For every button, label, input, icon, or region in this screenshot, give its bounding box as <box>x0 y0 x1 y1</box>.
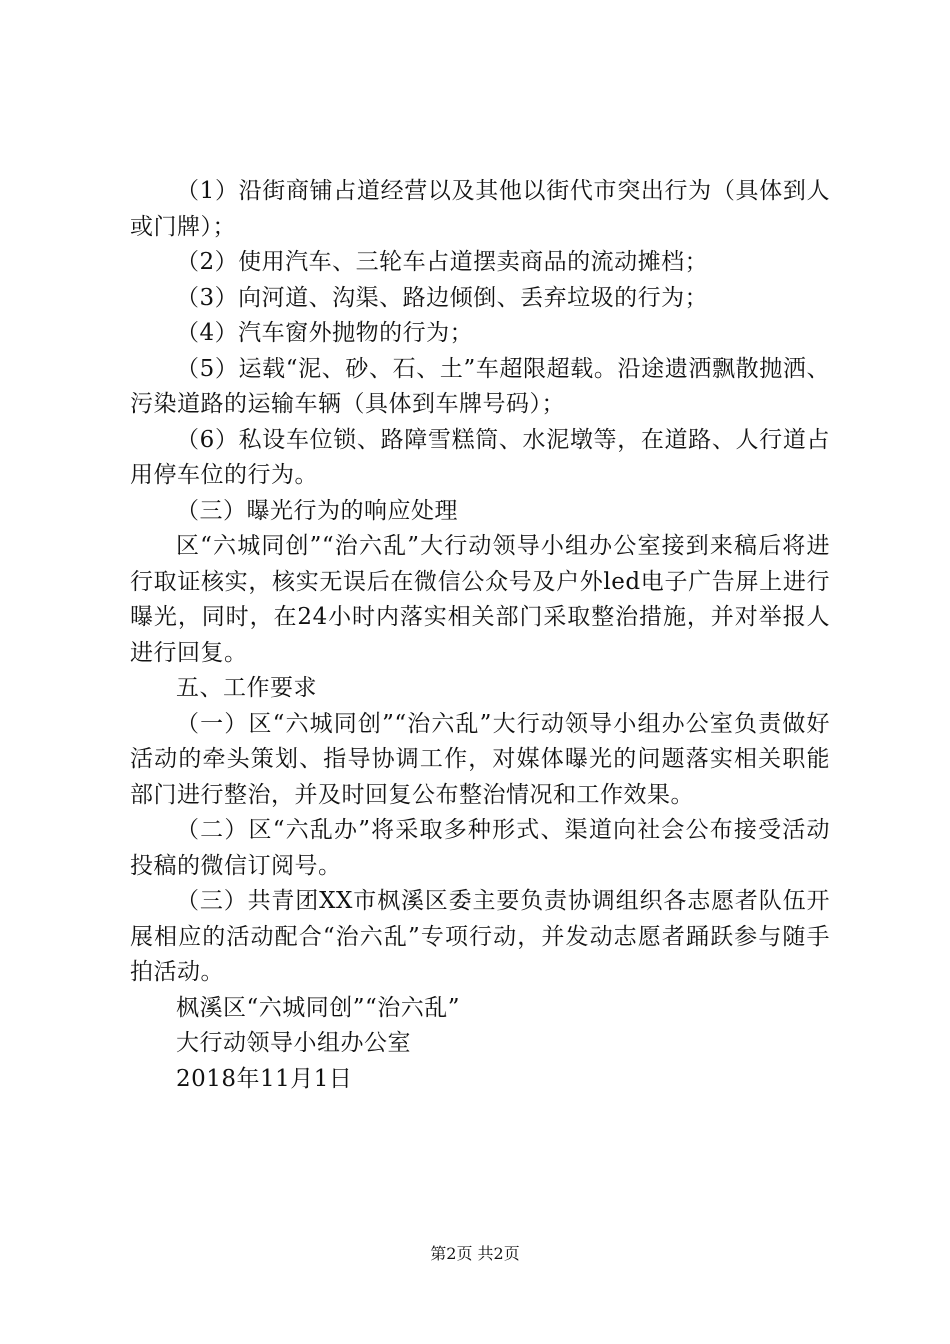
document-body <box>130 174 830 1097</box>
section-heading-exposure-response: （三）曝光行为的响应处理 <box>176 497 458 524</box>
paragraph-item-2: （2）使用汽车、三轮车占道摆卖商品的流动摊档； <box>176 249 709 275</box>
page-number-footer: 第2页 共2页 <box>430 1244 520 1263</box>
paragraph-item-4: （4）汽车窗外抛物的行为； <box>176 320 474 346</box>
paragraph-requirement-2: （二）区“六乱办”将采取多种形式、渠道向社会公布接受活动投稿的微信订阅号。 <box>130 817 830 879</box>
signature-line-2: 大行动领导小组办公室 <box>176 1030 411 1056</box>
paragraph-item-6: （6）私设车位锁、路障雪糕筒、水泥墩等，在道路、人行道占用停车位的行为。 <box>130 426 830 488</box>
paragraph-requirement-3: （三）共青团XX市枫溪区委主要负责协调组织各志愿者队伍开展相应的活动配合“治六乱”专项行动，并发动志愿者踊跃参与随手拍活动。 <box>130 888 830 985</box>
signature-date: 2018年11月1日 <box>176 1065 353 1092</box>
paragraph-item-1: （1）沿街商铺占道经营以及其他以街代市突出行为（具体到人或门牌）； <box>130 178 830 240</box>
paragraph-item-5: （5）运载“泥、砂、石、土”车超限超载。沿途遗洒飘散抛洒、污染道路的运输车辆（具体到车牌号码）； <box>130 355 830 417</box>
section-heading-work-requirements: 五、工作要求 <box>176 675 317 701</box>
paragraph-requirement-1: （一）区“六城同创”“治六乱”大行动领导小组办公室负责做好活动的牵头策划、指导协调工作，对媒体曝光的问题落实相关职能部门进行整治，并及时回复公布整治情况和工作效果。 <box>130 710 830 808</box>
signature-line-1: 枫溪区“六城同创”“治六乱” <box>176 994 461 1021</box>
paragraph-item-3: （3）向河道、沟渠、路边倾倒、丢弃垃圾的行为； <box>176 284 709 311</box>
paragraph-exposure-response: 区“六城同创”“治六乱”大行动领导小组办公室接到来稿后将进行取证核实，核实无误后在微信公众号及户外led电子广告屏上进行曝光，同时，在24小时内落实相关部门采取整治措施，并对举报人进行回复。 <box>130 533 830 666</box>
